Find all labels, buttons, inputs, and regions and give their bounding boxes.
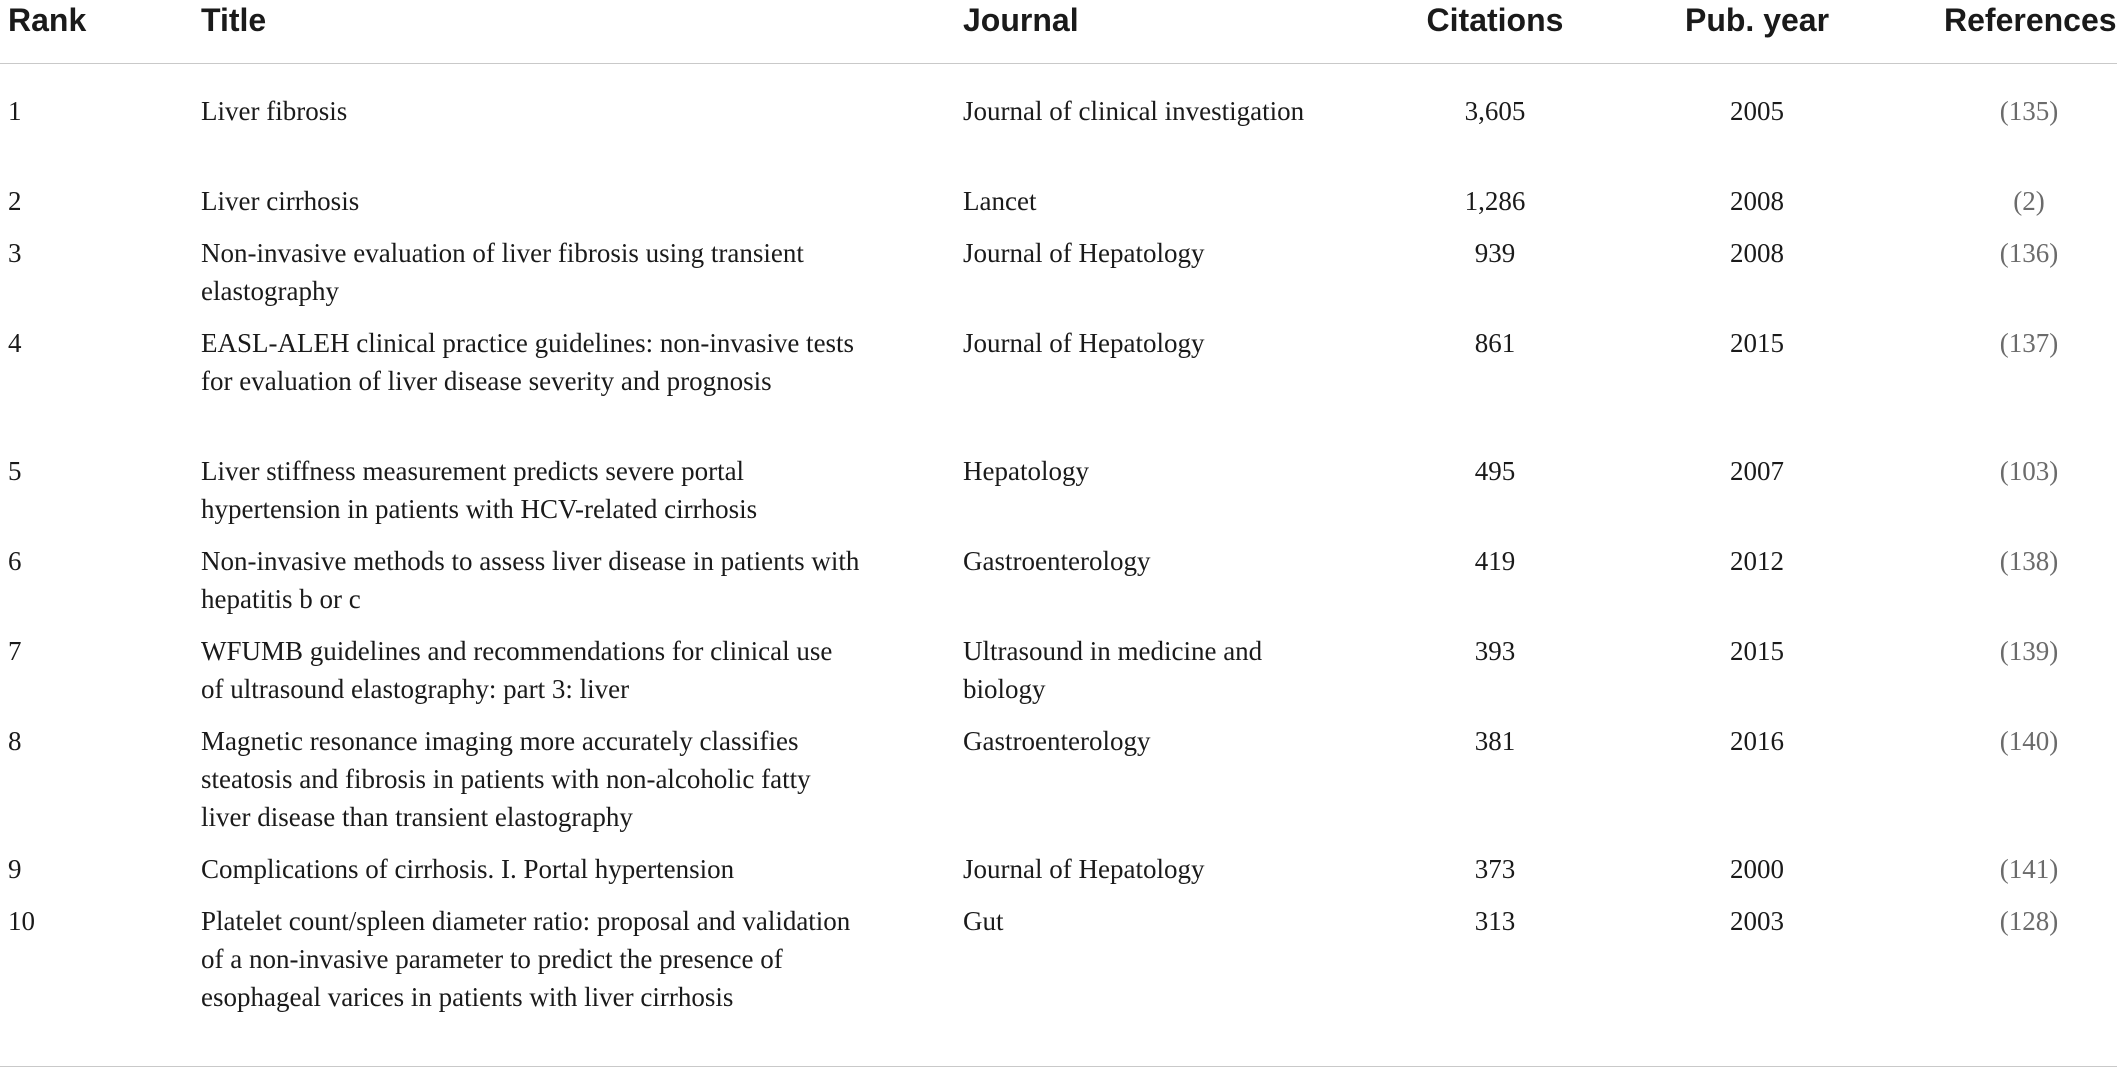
header-pub-year: Pub. year (1684, 2, 1830, 38)
header-journal: Journal (963, 2, 1079, 38)
cell-reference-link[interactable]: (141) (1999, 854, 2059, 884)
table-row (0, 182, 2117, 234)
cell-reference-link[interactable]: (135) (1999, 96, 2059, 126)
cell-journal: Journal of Hepatology (963, 238, 1205, 268)
cell-citations: 381 (1474, 726, 1516, 756)
cell-pub-year: 2015 (1730, 328, 1784, 358)
cell-reference-link[interactable]: (137) (1999, 328, 2059, 358)
cell-pub-year: 2015 (1730, 636, 1784, 666)
cell-rank: 4 (8, 328, 22, 358)
header-rank: Rank (8, 2, 87, 38)
cell-journal: Journal of clinical investigation (963, 96, 1305, 126)
cell-citations: 3,605 (1464, 96, 1526, 126)
table-row (0, 92, 2117, 182)
cell-rank: 7 (8, 636, 22, 666)
cell-title: WFUMB guidelines and recommendations for clinical use of ultrasound elastography: part 3: liver (201, 636, 833, 704)
cell-rank: 5 (8, 456, 22, 486)
table-row (0, 722, 2117, 850)
cell-citations: 393 (1474, 636, 1516, 666)
cell-rank: 8 (8, 726, 22, 756)
cell-pub-year: 2008 (1730, 186, 1784, 216)
cell-rank: 6 (8, 546, 22, 576)
cell-citations: 313 (1474, 906, 1516, 936)
cell-rank: 1 (8, 96, 22, 126)
cell-pub-year: 2016 (1730, 726, 1784, 756)
table-body (0, 92, 2117, 1062)
cell-title: Magnetic resonance imaging more accurately classifies steatosis and fibrosis in patients with non-alcoholic fatty liver disease than transient elastography (201, 726, 811, 832)
cell-title: Non-invasive methods to assess liver disease in patients with hepatitis b or c (201, 546, 860, 614)
cell-journal: Journal of Hepatology (963, 328, 1205, 358)
cell-citations: 419 (1474, 546, 1516, 576)
table-row (0, 452, 2117, 542)
cell-pub-year: 2008 (1730, 238, 1784, 268)
cell-pub-year: 2012 (1730, 546, 1784, 576)
cell-pub-year: 2000 (1730, 854, 1784, 884)
cell-rank: 10 (8, 906, 35, 936)
header-citations: Citations (1426, 2, 1564, 38)
cell-reference-link[interactable]: (138) (1999, 546, 2059, 576)
cell-pub-year: 2005 (1730, 96, 1784, 126)
header-references: References (1944, 2, 2117, 38)
cell-reference-link[interactable]: (2) (2013, 186, 2045, 216)
cell-pub-year: 2003 (1730, 906, 1784, 936)
table-bottom-rule (0, 1066, 2117, 1067)
table-row (0, 850, 2117, 902)
cell-journal: Lancet (963, 186, 1037, 216)
cell-citations: 939 (1474, 238, 1516, 268)
table-row (0, 902, 2117, 1062)
table-row (0, 234, 2117, 324)
cell-pub-year: 2007 (1730, 456, 1784, 486)
cell-reference-link[interactable]: (136) (1999, 238, 2059, 268)
cell-reference-link[interactable]: (128) (1999, 906, 2059, 936)
header-title: Title (201, 2, 267, 38)
cell-title: Liver fibrosis (201, 96, 348, 126)
cell-journal: Hepatology (963, 456, 1089, 486)
cell-title: Liver cirrhosis (201, 186, 360, 216)
cell-citations: 495 (1474, 456, 1516, 486)
cell-journal: Ultrasound in medicine and biology (963, 636, 1263, 704)
cell-rank: 3 (8, 238, 22, 268)
cell-reference-link[interactable]: (140) (1999, 726, 2059, 756)
cell-rank: 2 (8, 186, 22, 216)
cell-journal: Gastroenterology (963, 726, 1151, 756)
cell-citations: 861 (1474, 328, 1516, 358)
table-header (0, 0, 2117, 64)
table-row (0, 632, 2117, 722)
cell-title: Complications of cirrhosis. I. Portal hypertension (201, 854, 735, 884)
cell-citations: 1,286 (1464, 186, 1526, 216)
cell-rank: 9 (8, 854, 22, 884)
table-row (0, 324, 2117, 452)
cell-title: Liver stiffness measurement predicts severe portal hypertension in patients with HCV-related cirrhosis (201, 456, 758, 524)
cell-title: Platelet count/spleen diameter ratio: proposal and validation of a non-invasive parameter to predict the presence of esophageal varices in patients with liver cirrhosis (201, 906, 851, 1012)
table-row (0, 542, 2117, 632)
cell-journal: Journal of Hepatology (963, 854, 1205, 884)
cell-journal: Gut (963, 906, 1004, 936)
cell-title: Non-invasive evaluation of liver fibrosis using transient elastography (201, 238, 804, 306)
cell-citations: 373 (1474, 854, 1516, 884)
cell-title: EASL-ALEH clinical practice guidelines: non-invasive tests for evaluation of liver disease severity and prognosis (201, 328, 855, 396)
cell-journal: Gastroenterology (963, 546, 1151, 576)
cell-reference-link[interactable]: (103) (1999, 456, 2059, 486)
cell-reference-link[interactable]: (139) (1999, 636, 2059, 666)
